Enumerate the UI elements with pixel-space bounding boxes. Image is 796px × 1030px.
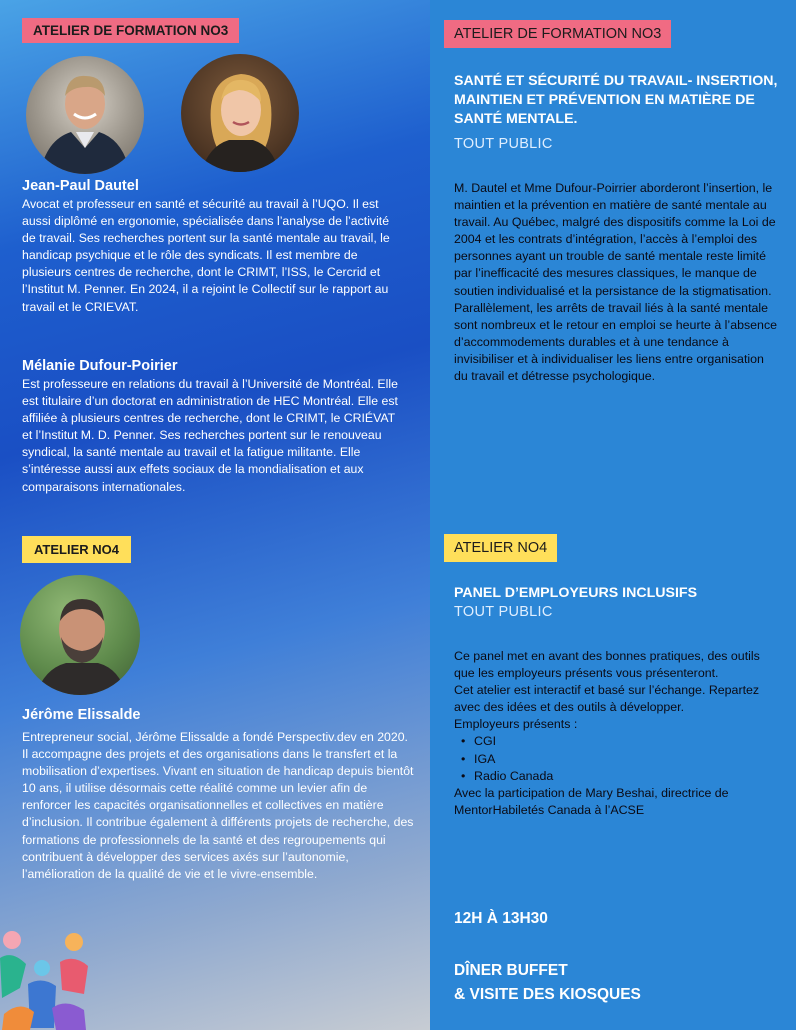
speaker-bio-jerome-elissalde: Entrepreneur social, Jérôme Elissalde a fondé Perspectiv.dev en 2020. Il accompagne des projets et des organisations dans le transfert et la mobilisation d’expertises. Vivant en situation de handicap depuis bientôt 10 ans, il utilise désormais cette réalité comme un levier afin de renforcer les capacités organisationnelles et collectives en matière d’inclusion. Il contribue également à différents projets de recherche, des formations de professionnels de la santé et des regroupements qui contribuent à développer des services axés sur l’autonomie, l’amélioration de la qualité de vie et le vivre-ensemble. xyxy=(22,730,414,881)
atelier3-audience: TOUT PUBLIC xyxy=(454,136,553,152)
lunch-time: 12H À 13H30 xyxy=(454,910,548,927)
atelier3-paragraph-1: M. Dautel et Mme Dufour-Poirrier aborderont l’insertion, le maintien et la prévention en matière de santé mentale au travail. Au Québec, malgré des dispositifs comme la Loi de 2004 et les contrats d’intégration, l’accès à l’emploi des personnes ayant un trouble de santé mentale reste limité par l’inefficacité des mesures classiques, le manque de soutien individualisé et la persistance de la stigmatisation. xyxy=(454,181,776,298)
avatar-jean-paul-dautel xyxy=(26,56,144,174)
atelier4-tag-right: ATELIER NO4 xyxy=(444,534,557,562)
lunch-title-line-1: DÎNER BUFFET xyxy=(454,962,568,979)
atelier4-paragraph-2: Cet atelier est interactif et basé sur l’échange. Repartez avec des idées et des outils à développer. xyxy=(454,683,760,715)
speaker-name-jean-paul-dautel: Jean-Paul Dautel xyxy=(22,178,139,194)
atelier3-title: SANTÉ ET SÉCURITÉ DU TRAVAIL- INSERTION, MAINTIEN ET PRÉVENTION EN MATIÈRE DE SANTÉ MENTALE. xyxy=(454,73,778,127)
atelier4-paragraph-3: Employeurs présents : xyxy=(454,717,578,732)
speaker-name-melanie-dufour-poirier: Mélanie Dufour-Poirier xyxy=(22,358,178,374)
atelier3-paragraph-2: Parallèlement, les arrêts de travail liés à la santé mentale sont nombreux et le retour en emploi se heurte à l’absence d’accommodements durables et à une tendance à invisibiliser et à individualiser les liens entre organisation du travail et détresse psychologique. xyxy=(454,300,778,384)
atelier4-audience: TOUT PUBLIC xyxy=(454,604,553,620)
list-item: • IGA xyxy=(454,751,780,768)
atelier3-tag-right: ATELIER DE FORMATION NO3 xyxy=(444,20,671,48)
avatar-melanie-dufour-poirier xyxy=(181,54,299,172)
people-illustration xyxy=(0,928,90,1030)
atelier4-paragraph-1: Ce panel met en avant des bonnes pratiques, des outils que les employeurs présents vous présenteront. xyxy=(454,649,760,681)
atelier3-tag-left: ATELIER DE FORMATION NO3 xyxy=(22,18,239,43)
speaker-name-jerome-elissalde: Jérôme Elissalde xyxy=(22,707,141,723)
employers-list xyxy=(454,733,780,784)
speaker-bio-melanie-dufour-poirier: Est professeure en relations du travail à l’Université de Montréal. Elle est titulaire d’un doctorat en administration de HEC Montréal. Elle est affiliée à plusieurs centres de recherche, dont le CRIMT, le CRIÉVAT et l’Institut M. D. Penner. Ses recherches portent sur le renouveau syndical, la santé mentale au travail et la fatigue militante. Elle s’intéresse aussi aux effets sociaux de la mondialisation et aux comparaisons internationales. xyxy=(22,377,398,494)
list-item: • Radio Canada xyxy=(454,768,780,785)
list-item: • CGI xyxy=(454,733,780,750)
atelier4-title: PANEL D’EMPLOYEURS INCLUSIFS xyxy=(454,585,698,601)
atelier3-description xyxy=(454,180,780,385)
lunch-title-line-2: & VISITE DES KIOSQUES xyxy=(454,986,641,1003)
avatar-jerome-elissalde xyxy=(20,575,140,695)
atelier4-tag-left: ATELIER NO4 xyxy=(22,536,131,563)
atelier4-paragraph-4: Avec la participation de Mary Beshai, directrice de MentorHabiletés Canada à l’ACSE xyxy=(454,785,729,817)
right-column xyxy=(430,0,796,1030)
speaker-bio-jean-paul-dautel: Avocat et professeur en santé et sécurité au travail à l’UQO. Il est aussi diplômé en ergonomie, spécialisée dans l’analyse de l’activité de travail. Ses recherches portent sur la santé mentale au travail, le handicap psychique et le rôle des syndicats. Il est membre de plusieurs centres de recherche, dont le CRIMT, l’ISS, le Cercrid et l’Institut M. Penner. En 2024, il a rejoint le Collectif sur le rapport au travail et le CRIEVAT. xyxy=(22,197,390,314)
atelier4-description xyxy=(454,648,780,819)
